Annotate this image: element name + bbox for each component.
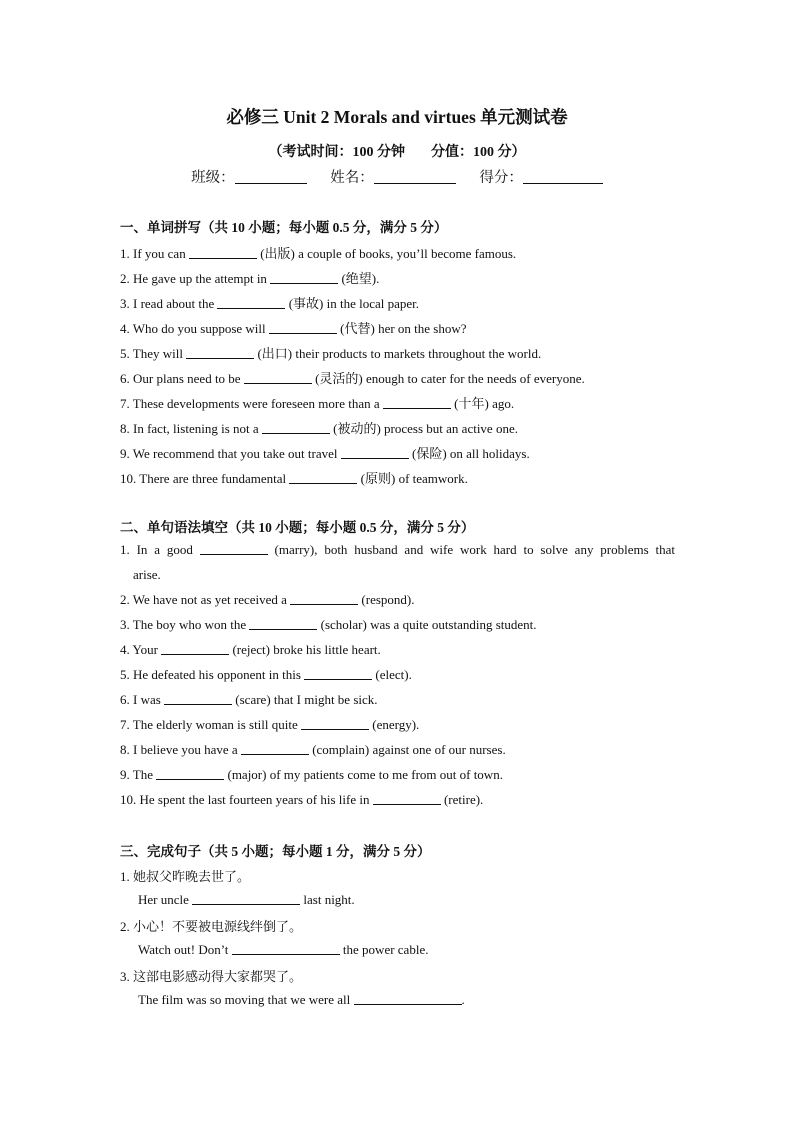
answer-blank[interactable]: [244, 371, 312, 384]
s2-question-2: 2. We have not as yet received a (respond).: [120, 592, 415, 607]
section3-heading: 三、完成句子（共 5 小题；每小题 1 分，满分 5 分）: [120, 844, 431, 859]
s1-question-6: 6. Our plans need to be (灵活的) enough to cater for the needs of everyone.: [120, 371, 585, 386]
answer-blank[interactable]: [341, 446, 409, 459]
s3-question-3-answer: The film was so moving that we were all .: [138, 992, 465, 1007]
answer-blank[interactable]: [304, 667, 372, 680]
s3-question-2-prompt: 2. 小心！不要被电源线绊倒了。: [120, 919, 303, 934]
s1-question-4: 4. Who do you suppose will (代替) her on the show?: [120, 321, 467, 336]
answer-blank[interactable]: [192, 892, 300, 905]
s1-question-1: 1. If you can (出版) a couple of books, you’ll become famous.: [120, 246, 517, 261]
s1-question-8: 8. In fact, listening is not a (被动的) process but an active one.: [120, 421, 518, 436]
s2-question-8: 8. I believe you have a (complain) against one of our nurses.: [120, 742, 506, 757]
answer-blank[interactable]: [249, 617, 317, 630]
answer-blank[interactable]: [290, 592, 358, 605]
s1-question-10: 10. There are three fundamental (原则) of teamwork.: [120, 471, 468, 486]
s2-question-9: 9. The (major) of my patients come to me from out of town.: [120, 767, 503, 782]
s3-question-1-answer: Her uncle last night.: [138, 892, 355, 907]
s2-question-3: 3. The boy who won the (scholar) was a quite outstanding student.: [120, 617, 537, 632]
answer-blank[interactable]: [161, 642, 229, 655]
s2-question-5: 5. He defeated his opponent in this (elect).: [120, 667, 412, 682]
s1-question-7: 7. These developments were foreseen more than a (十年) ago.: [120, 396, 515, 411]
answer-blank[interactable]: [156, 767, 224, 780]
s3-question-3-prompt: 3. 这部电影感动得大家都哭了。: [120, 969, 303, 984]
section1-heading: 一、单词拼写（共 10 小题；每小题 0.5 分，满分 5 分）: [120, 220, 448, 235]
answer-blank[interactable]: [189, 246, 257, 259]
s1-question-5: 5. They will (出口) their products to markets throughout the world.: [120, 346, 542, 361]
s2-question-7: 7. The elderly woman is still quite (energy).: [120, 717, 420, 732]
mark-blank[interactable]: [523, 169, 603, 184]
s3-question-1-prompt: 1. 她叔父昨晚去世了。: [120, 869, 251, 884]
answer-blank[interactable]: [262, 421, 330, 434]
mark-label: 得分：: [479, 170, 523, 186]
page-title: 必修三 Unit 2 Morals and virtues 单元测试卷: [226, 107, 568, 127]
exam-score: 分值：100 分）: [431, 145, 526, 160]
answer-blank[interactable]: [217, 296, 285, 309]
s1-question-3: 3. I read about the (事故) in the local paper.: [120, 296, 420, 311]
class-label: 班级：: [191, 170, 235, 186]
student-info-line: [0, 166, 794, 187]
mark-field[interactable]: [479, 166, 603, 187]
answer-blank[interactable]: [269, 321, 337, 334]
s1-question-2: 2. He gave up the attempt in (绝望).: [120, 271, 380, 286]
s2-question-6: 6. I was (scare) that I might be sick.: [120, 692, 378, 707]
answer-blank[interactable]: [270, 271, 338, 284]
answer-blank[interactable]: [383, 396, 451, 409]
name-blank[interactable]: [374, 169, 456, 184]
s2-question-1-continued: arise.: [133, 567, 161, 582]
exam-time: （考试时间：100 分钟: [268, 145, 405, 160]
exam-info: [0, 141, 794, 161]
answer-blank[interactable]: [289, 471, 357, 484]
class-blank[interactable]: [235, 169, 307, 184]
class-field[interactable]: [191, 166, 307, 187]
answer-blank[interactable]: [200, 542, 268, 555]
s2-question-1: 1. In a good (marry), both husband and wife work hard to solve any problems that: [120, 542, 675, 557]
answer-blank[interactable]: [373, 792, 441, 805]
s2-question-10: 10. He spent the last fourteen years of his life in (retire).: [120, 792, 484, 807]
name-field[interactable]: [330, 166, 456, 187]
name-label: 姓名：: [330, 170, 374, 186]
s2-question-4: 4. Your (reject) broke his little heart.: [120, 642, 381, 657]
answer-blank[interactable]: [241, 742, 309, 755]
answer-blank[interactable]: [232, 942, 340, 955]
section2-heading: 二、单句语法填空（共 10 小题；每小题 0.5 分，满分 5 分）: [120, 520, 475, 535]
answer-blank[interactable]: [301, 717, 369, 730]
answer-blank[interactable]: [354, 992, 462, 1005]
answer-blank[interactable]: [186, 346, 254, 359]
answer-blank[interactable]: [164, 692, 232, 705]
s1-question-9: 9. We recommend that you take out travel (保险) on all holidays.: [120, 446, 530, 461]
s3-question-2-answer: Watch out! Don’t the power cable.: [138, 942, 429, 957]
